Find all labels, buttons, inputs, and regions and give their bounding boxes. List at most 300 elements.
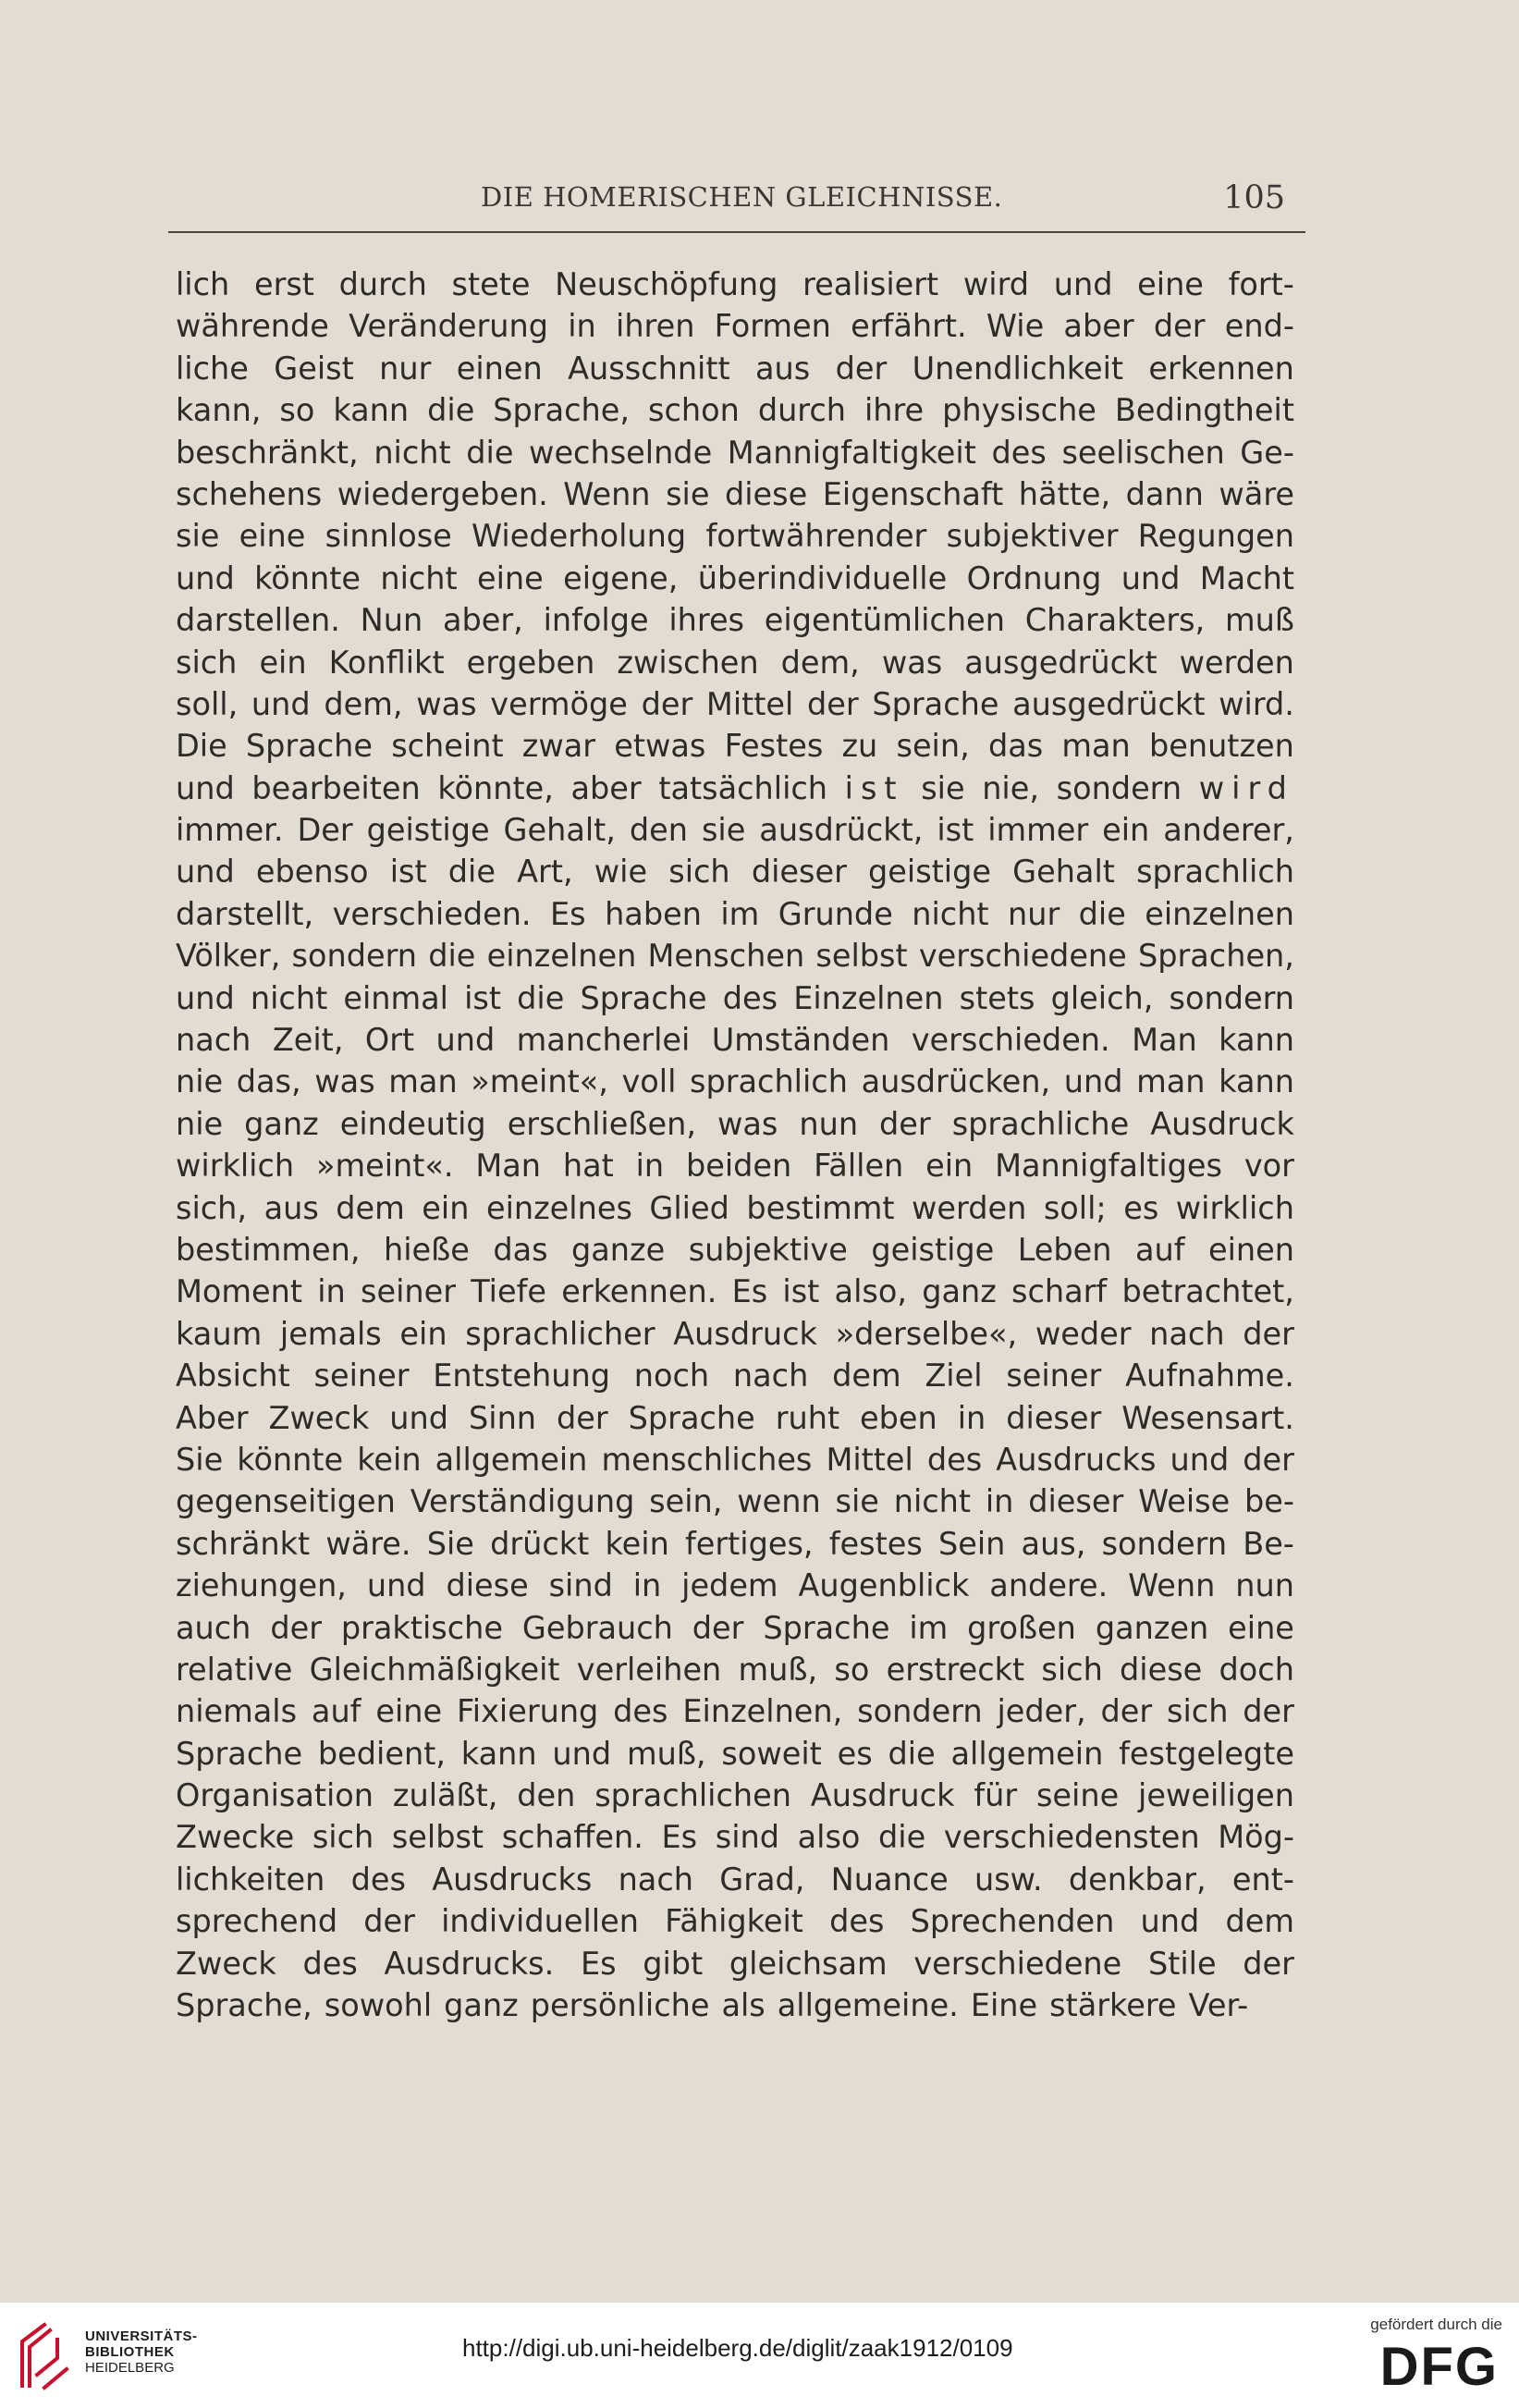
word: voll xyxy=(621,1063,677,1100)
word: Leben xyxy=(1017,1231,1112,1268)
word: Völker, xyxy=(176,938,281,975)
word: dem, xyxy=(324,685,403,722)
word: sich, xyxy=(176,1189,248,1226)
word: eigentümlichen xyxy=(764,602,1005,639)
text-line xyxy=(176,264,1294,305)
word: beiden xyxy=(685,1148,792,1185)
word: den xyxy=(517,1777,576,1814)
word: könnte xyxy=(237,1441,344,1478)
word: ent- xyxy=(1231,1861,1294,1898)
word: muß, xyxy=(626,1735,706,1772)
word: die xyxy=(517,979,565,1016)
word: im xyxy=(720,895,760,932)
word: der xyxy=(1243,1441,1294,1478)
word: ist xyxy=(464,979,502,1016)
emphasized-word: wird xyxy=(1198,769,1294,806)
word: einzelnen xyxy=(1145,895,1294,932)
word: und xyxy=(389,1399,449,1436)
word: schaffen. xyxy=(501,1819,643,1856)
word: Gehalt, xyxy=(503,812,616,849)
word: schon xyxy=(648,392,740,429)
word: und xyxy=(176,769,235,806)
word: sie xyxy=(176,518,220,555)
word: mancherlei xyxy=(516,1022,691,1059)
text-line xyxy=(176,683,1294,725)
word: vermöge xyxy=(490,685,628,722)
text-line xyxy=(176,1480,1294,1522)
word: Sinn xyxy=(469,1399,537,1436)
word: Sie xyxy=(426,1525,474,1562)
word: so xyxy=(279,392,315,429)
word: der xyxy=(1153,308,1206,345)
word: sondern xyxy=(1056,769,1182,806)
word: Unendlichkeit xyxy=(912,350,1124,387)
word: soll; xyxy=(1043,1189,1107,1226)
word: für xyxy=(974,1777,1018,1814)
word: Es xyxy=(580,1945,617,1982)
text-line xyxy=(176,1229,1294,1271)
word: betrachtet, xyxy=(1121,1273,1294,1310)
word: der xyxy=(1243,1693,1294,1730)
word: fort- xyxy=(1228,266,1294,302)
word: hätte, xyxy=(1018,475,1111,512)
word: des xyxy=(926,1441,983,1478)
word: aber, xyxy=(442,602,523,639)
word: verschieden. xyxy=(911,1022,1110,1059)
word: wiedergeben. xyxy=(337,475,548,512)
word: Eigenschaft xyxy=(822,475,1004,512)
word: menschliches xyxy=(601,1441,813,1478)
word: ein xyxy=(259,644,307,681)
word: Sprache, xyxy=(176,1987,312,2024)
emphasized-word: ist xyxy=(844,769,904,806)
word: Art, xyxy=(517,854,573,891)
word: Einzelnen, xyxy=(682,1693,843,1730)
word: gegenseitigen xyxy=(176,1483,396,1520)
word: Be- xyxy=(1243,1525,1294,1562)
word: Sie xyxy=(176,1441,224,1478)
word: die xyxy=(878,1819,926,1856)
word: das xyxy=(987,728,1044,765)
text-line xyxy=(176,432,1294,473)
word: sich xyxy=(176,644,238,681)
word: Umständen xyxy=(711,1022,890,1059)
word: Absicht xyxy=(176,1358,290,1394)
word: verschieden. xyxy=(332,895,532,932)
word: Sein xyxy=(937,1525,1006,1562)
word: ihres xyxy=(668,602,745,639)
text-line xyxy=(176,1900,1294,1942)
word: Gehalt xyxy=(1012,854,1115,891)
word: und xyxy=(251,685,311,722)
word: die xyxy=(466,434,514,471)
word: der xyxy=(641,685,693,722)
word: geistige xyxy=(871,1231,995,1268)
word: eine xyxy=(1228,1609,1294,1646)
word: Moment xyxy=(176,1273,303,1310)
word: seiner xyxy=(361,1273,456,1310)
word: ganzen xyxy=(1095,1609,1209,1646)
word: ausgedrückt xyxy=(964,644,1158,681)
word: »meint«, xyxy=(471,1063,608,1100)
word: kein xyxy=(357,1441,422,1478)
word: der xyxy=(363,1903,415,1940)
word: und xyxy=(435,1022,496,1059)
text-line xyxy=(176,1313,1294,1355)
word: Mittel xyxy=(705,685,794,722)
word: Mannigfaltigkeit xyxy=(727,434,976,471)
word: muß, xyxy=(738,1651,818,1688)
word: also xyxy=(797,1819,861,1856)
document-url-link[interactable]: http://digi.ub.uni-heidelberg.de/diglit/zaak1912/0109 xyxy=(462,2334,1013,2362)
word: selbst xyxy=(815,938,908,975)
word: subjektiver xyxy=(946,518,1119,555)
word: der xyxy=(557,1399,608,1436)
word: im xyxy=(909,1609,949,1646)
word: Entstehung xyxy=(433,1358,610,1394)
word: wie xyxy=(594,854,648,891)
word: das xyxy=(493,1231,548,1268)
word: physische xyxy=(942,392,1096,429)
word: Veränderung xyxy=(349,308,548,345)
word: ganze xyxy=(571,1231,666,1268)
word: in xyxy=(317,1273,346,1310)
word: also, xyxy=(834,1273,907,1310)
body-text xyxy=(176,264,1294,2026)
word: sprechend xyxy=(176,1903,338,1940)
word: eine xyxy=(477,559,544,596)
word: eben xyxy=(860,1399,937,1436)
library-name-line-1: UNIVERSITÄTS- xyxy=(85,2328,198,2344)
word: ruht xyxy=(775,1399,840,1436)
word: seiner xyxy=(313,1358,410,1394)
word: nicht xyxy=(374,434,451,471)
word: niemals xyxy=(176,1693,298,1730)
word: dem xyxy=(336,1189,405,1226)
word: des xyxy=(350,1861,406,1898)
word: was xyxy=(717,1105,778,1142)
word: aber xyxy=(570,769,642,806)
word: sprachliche xyxy=(951,1105,1130,1142)
word: ein xyxy=(399,1315,447,1352)
word: Es xyxy=(661,1819,698,1856)
word: sie xyxy=(701,812,746,849)
library-name xyxy=(85,2328,198,2376)
word: sich xyxy=(668,854,730,891)
text-line xyxy=(176,515,1294,557)
word: Zwecke xyxy=(176,1819,295,1856)
word: Ge- xyxy=(1240,434,1294,471)
word: stete xyxy=(451,266,531,302)
word: etwas xyxy=(614,728,706,765)
word: Grad, xyxy=(719,1861,805,1898)
word: sind xyxy=(548,1567,613,1604)
word: erschließen, xyxy=(507,1105,696,1142)
text-line xyxy=(176,1565,1294,1606)
word: Sprachen, xyxy=(1137,938,1294,975)
word: einen xyxy=(1207,1231,1294,1268)
word: könnte xyxy=(254,559,361,596)
word: Wie xyxy=(986,308,1045,345)
word: erfährt. xyxy=(851,308,967,345)
word: kann xyxy=(460,1735,537,1772)
word: Nun xyxy=(360,602,423,639)
funded-by-label: gefördert durch die xyxy=(1370,2316,1502,2333)
word: eindeutig xyxy=(339,1105,486,1142)
footer-bar xyxy=(0,2303,1519,2408)
running-head xyxy=(166,176,1313,231)
word: Mög- xyxy=(1218,1819,1294,1856)
word: ist xyxy=(389,854,427,891)
word: Menschen xyxy=(647,938,805,975)
word: könnte, xyxy=(437,769,554,806)
word: und xyxy=(1170,1441,1230,1478)
word: und xyxy=(176,979,235,1016)
word: zuläßt, xyxy=(392,1777,498,1814)
word: Ordnung xyxy=(966,559,1102,596)
word: der xyxy=(835,350,888,387)
word: ist xyxy=(782,1273,820,1310)
word: hieße xyxy=(383,1231,470,1268)
word: Konflikt xyxy=(328,644,445,681)
word: das, xyxy=(236,1063,301,1100)
word: bearbeiten xyxy=(251,769,421,806)
word: doch xyxy=(1219,1651,1294,1688)
word: Sprache, xyxy=(493,392,631,429)
word: Es xyxy=(731,1273,768,1310)
word: darstellt, xyxy=(176,895,314,932)
word: selbst xyxy=(391,1819,484,1856)
word: be- xyxy=(1244,1483,1294,1520)
header-rule xyxy=(168,231,1305,233)
word: Fällen xyxy=(814,1148,904,1185)
word: es xyxy=(837,1735,873,1772)
word: end- xyxy=(1224,308,1294,345)
word: Einzelnen xyxy=(793,979,944,1016)
word: den xyxy=(629,812,689,849)
word: was xyxy=(314,1063,375,1100)
word: kann xyxy=(1219,1063,1294,1100)
word: schränkt xyxy=(176,1525,311,1562)
word: sich xyxy=(312,1819,374,1856)
text-line xyxy=(176,1103,1294,1145)
word: erst xyxy=(253,266,314,302)
text-line xyxy=(176,1690,1294,1732)
word: Verständigung xyxy=(410,1483,635,1520)
word: wirklich xyxy=(1175,1189,1294,1226)
word: und xyxy=(1140,1903,1200,1940)
word: relative xyxy=(176,1651,293,1688)
word: Bedingtheit xyxy=(1114,392,1294,429)
word: hat xyxy=(562,1148,614,1185)
word: Der xyxy=(297,812,353,849)
word: liche xyxy=(176,350,249,387)
word: sie xyxy=(666,475,710,512)
word: diese xyxy=(724,475,808,512)
word: beschränkt, xyxy=(176,434,359,471)
word: in xyxy=(568,308,596,345)
word: die xyxy=(888,1735,936,1772)
word: subjektive xyxy=(688,1231,848,1268)
word: Ausschnitt xyxy=(568,350,730,387)
word: ziehungen, xyxy=(176,1567,347,1604)
word: eigene, xyxy=(563,559,679,596)
word: Grunde xyxy=(778,895,893,932)
word: nicht xyxy=(893,1483,972,1520)
word: nicht xyxy=(912,895,989,932)
word: Wenn xyxy=(1128,1567,1216,1604)
word: sich xyxy=(1167,1693,1229,1730)
word: ihren xyxy=(616,308,695,345)
text-line xyxy=(176,1145,1294,1186)
word: wäre xyxy=(1219,475,1294,512)
word: Ort xyxy=(364,1022,415,1059)
word: realisiert xyxy=(802,266,939,302)
word: bestimmen, xyxy=(176,1231,361,1268)
word: dieser xyxy=(1028,1483,1124,1520)
word: großen xyxy=(967,1609,1076,1646)
word: man xyxy=(1136,1063,1206,1100)
word: benutzen xyxy=(1148,728,1294,765)
text-line xyxy=(176,725,1294,767)
word: sondern xyxy=(1101,1525,1228,1562)
word: Zweck xyxy=(176,1945,276,1982)
word: denkbar, xyxy=(1068,1861,1207,1898)
word: infolge xyxy=(543,602,649,639)
word: sein, xyxy=(649,1483,723,1520)
word: Ver- xyxy=(1188,1987,1249,2024)
word: soweit xyxy=(721,1735,822,1772)
word: ebenso xyxy=(255,854,369,891)
word: auf xyxy=(311,1693,361,1730)
dfg-logo: DFG xyxy=(1379,2337,1499,2397)
text-line xyxy=(176,599,1294,641)
word: ein xyxy=(925,1148,974,1185)
word: und xyxy=(1053,266,1113,302)
word: kaum xyxy=(176,1315,263,1352)
word: Mittel xyxy=(826,1441,913,1478)
word: und xyxy=(176,854,235,891)
word: gleich, xyxy=(1050,979,1154,1016)
word: festes xyxy=(828,1525,923,1562)
word: jemals xyxy=(279,1315,382,1352)
word: was xyxy=(416,685,477,722)
word: und xyxy=(366,1567,426,1604)
word: sprachlicher xyxy=(465,1315,655,1352)
word: jeder, xyxy=(997,1693,1086,1730)
word: wird. xyxy=(1219,685,1294,722)
page-number: 105 xyxy=(1223,179,1285,216)
word: Regungen xyxy=(1137,518,1294,555)
text-line xyxy=(176,1733,1294,1775)
word: Stile xyxy=(1147,1945,1217,1982)
word: nur xyxy=(1007,895,1060,932)
word: ist xyxy=(937,812,974,849)
word: Sprache xyxy=(872,685,999,722)
word: Ausdrucks. xyxy=(384,1945,555,1982)
text-line xyxy=(176,473,1294,515)
word: und xyxy=(1063,1063,1123,1100)
text-line xyxy=(176,558,1294,599)
word: werden xyxy=(1179,644,1294,681)
word: Ziel xyxy=(925,1358,983,1394)
word: sprachlich xyxy=(1136,854,1294,891)
word: seiner xyxy=(1006,1358,1102,1394)
word: der xyxy=(1243,1945,1294,1982)
word: aus, xyxy=(1021,1525,1086,1562)
word: Wesensart. xyxy=(1121,1399,1294,1436)
word: nicht xyxy=(380,559,458,596)
text-line xyxy=(176,1019,1294,1061)
word: nach xyxy=(176,1022,251,1059)
word: festgelegte xyxy=(1119,1735,1294,1772)
word: Sprache xyxy=(580,979,707,1016)
word: Eine xyxy=(970,1987,1038,2024)
word: sondern xyxy=(857,1693,983,1730)
word: dem xyxy=(1225,1903,1294,1940)
word: ihre xyxy=(864,392,925,429)
word: stets xyxy=(959,979,1035,1016)
word: die xyxy=(428,938,476,975)
word: als xyxy=(721,1987,766,2024)
university-library-logo-icon xyxy=(17,2319,74,2391)
word: fortwährender xyxy=(705,518,927,555)
word: sprachlichen xyxy=(594,1777,791,1814)
word: lich xyxy=(176,266,230,302)
word: in xyxy=(957,1399,986,1436)
word: geistige xyxy=(366,812,490,849)
word: erkennen. xyxy=(561,1273,717,1310)
word: währende xyxy=(176,308,329,345)
text-line xyxy=(176,1397,1294,1439)
word: Nuance xyxy=(830,1861,949,1898)
word: bestimmt xyxy=(746,1189,895,1226)
word: des xyxy=(722,979,778,1016)
word: und xyxy=(1121,559,1181,596)
word: ausgedrückt xyxy=(1012,685,1206,722)
word: jedem xyxy=(681,1567,778,1604)
word: der xyxy=(1243,1315,1294,1352)
word: sondern xyxy=(1169,979,1294,1016)
word: der xyxy=(807,685,859,722)
word: nun xyxy=(799,1105,859,1142)
word: man xyxy=(388,1063,458,1100)
word: nie xyxy=(176,1063,224,1100)
word: kein xyxy=(605,1525,669,1562)
word: usw. xyxy=(974,1861,1043,1898)
word: wenn xyxy=(737,1483,821,1520)
word: Ausdrucks xyxy=(432,1861,593,1898)
word: sondern xyxy=(291,938,418,975)
word: in xyxy=(632,1567,662,1604)
word: Wiederholung xyxy=(472,518,687,555)
word: Formen xyxy=(714,308,831,345)
word: einzelnen xyxy=(486,938,637,975)
text-line xyxy=(176,1859,1294,1900)
word: Mannigfaltiges xyxy=(995,1148,1222,1185)
word: Neuschöpfung xyxy=(555,266,778,302)
word: ganz xyxy=(444,1987,519,2024)
word: Festes xyxy=(724,728,824,765)
library-name-line-2: BIBLIOTHEK xyxy=(85,2344,175,2360)
word: sein, xyxy=(896,728,970,765)
word: einzelnes xyxy=(485,1189,632,1226)
text-line xyxy=(176,348,1294,389)
text-line xyxy=(176,1355,1294,1396)
word: immer xyxy=(987,812,1089,849)
word: es xyxy=(1123,1189,1159,1226)
word: kann xyxy=(1219,1022,1294,1059)
